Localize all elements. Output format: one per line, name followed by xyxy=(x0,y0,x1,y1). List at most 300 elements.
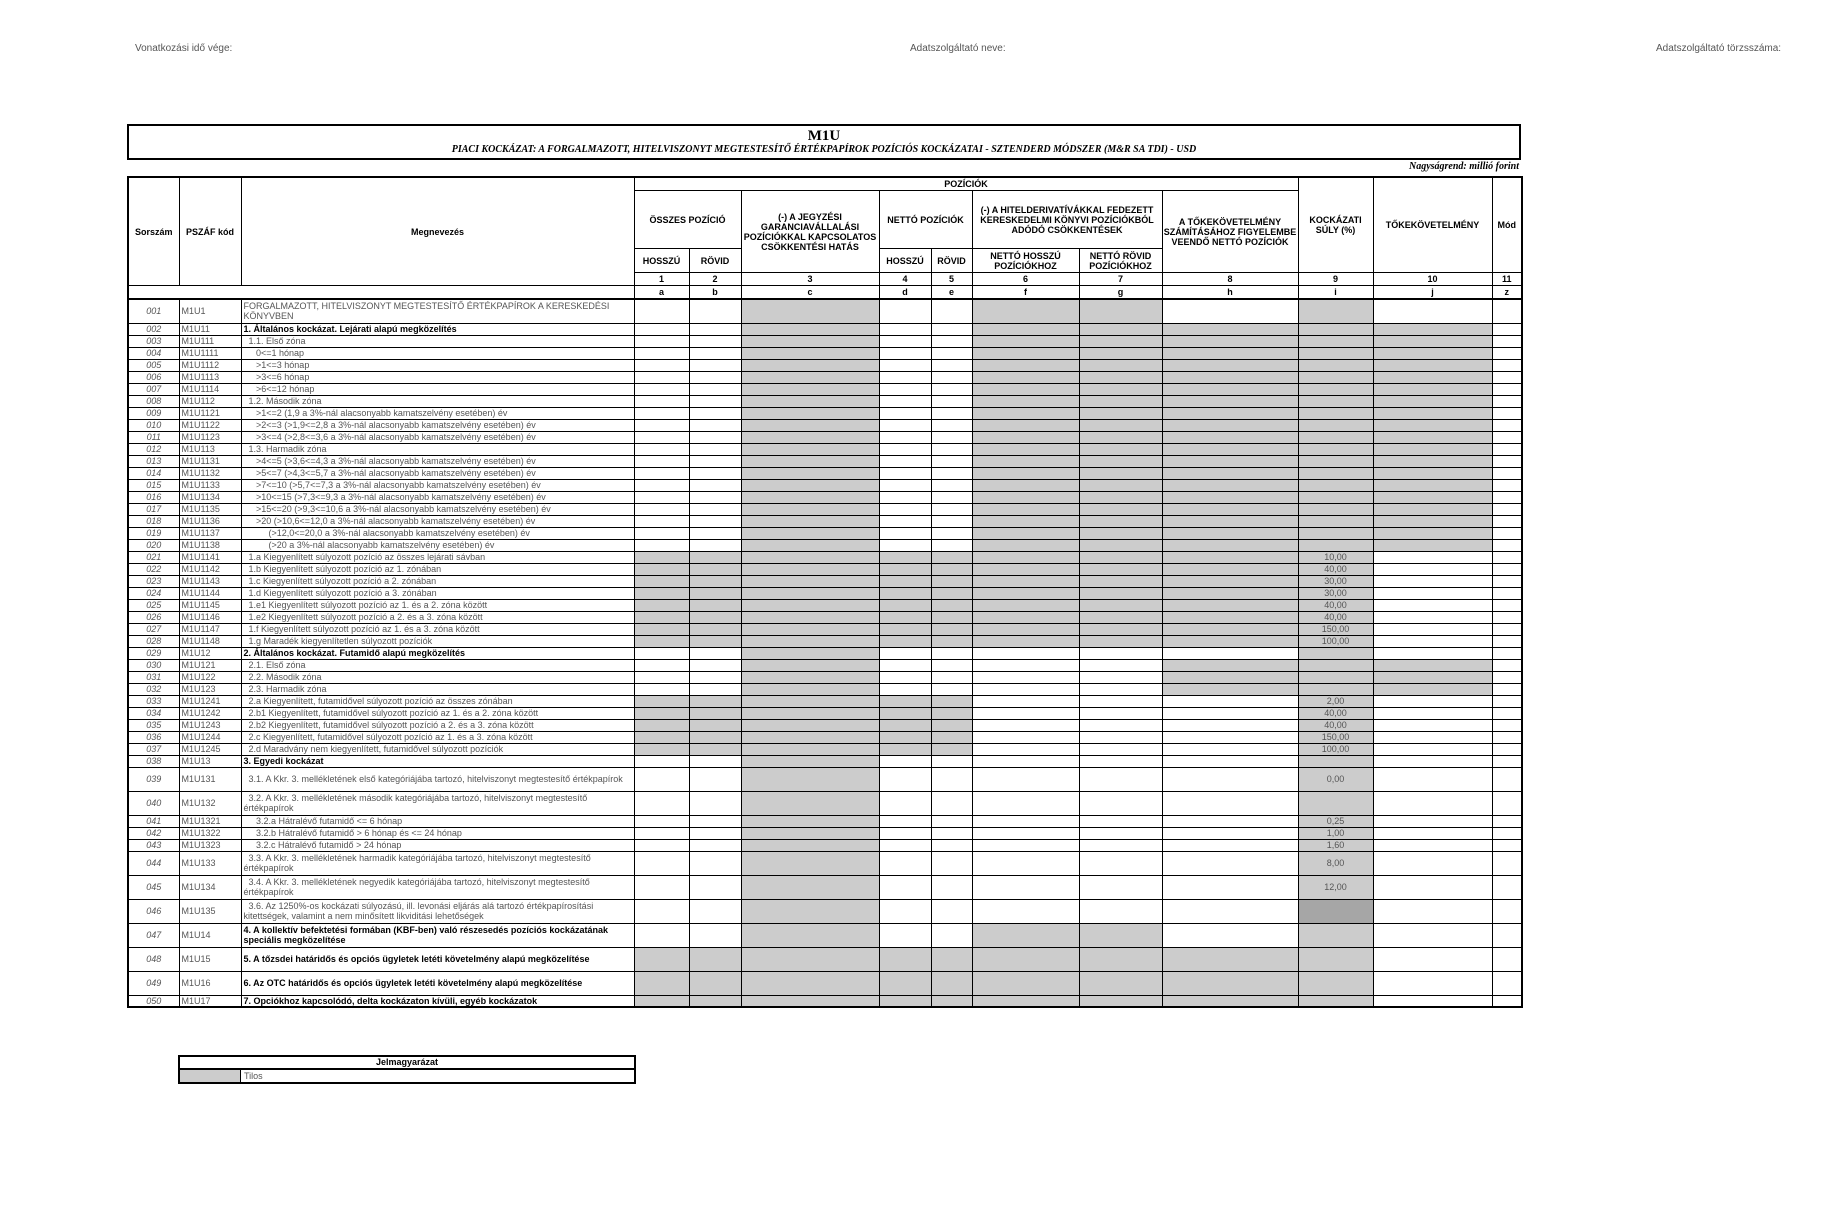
input-cell[interactable] xyxy=(879,323,931,335)
input-cell[interactable] xyxy=(634,827,689,839)
input-cell[interactable] xyxy=(634,503,689,515)
input-cell[interactable] xyxy=(931,299,972,323)
forbidden-cell xyxy=(741,467,879,479)
input-cell[interactable] xyxy=(931,875,972,899)
row-number: 004 xyxy=(128,347,179,359)
input-cell[interactable] xyxy=(1079,743,1162,755)
forbidden-cell xyxy=(1373,431,1492,443)
input-cell[interactable] xyxy=(1492,431,1522,443)
input-cell[interactable] xyxy=(1162,791,1298,815)
input-cell[interactable] xyxy=(879,791,931,815)
input-cell[interactable] xyxy=(931,407,972,419)
input-cell[interactable] xyxy=(1492,719,1522,731)
input-cell[interactable] xyxy=(634,527,689,539)
input-cell[interactable] xyxy=(1079,695,1162,707)
input-cell[interactable] xyxy=(931,419,972,431)
forbidden-cell xyxy=(689,611,741,623)
row-number: 023 xyxy=(128,575,179,587)
input-cell[interactable] xyxy=(1373,695,1492,707)
input-cell[interactable] xyxy=(1492,455,1522,467)
input-cell[interactable] xyxy=(1492,755,1522,767)
input-cell[interactable] xyxy=(634,515,689,527)
input-cell[interactable] xyxy=(634,347,689,359)
input-cell[interactable] xyxy=(931,371,972,383)
input-cell[interactable] xyxy=(931,503,972,515)
input-cell[interactable] xyxy=(689,515,741,527)
input-cell[interactable] xyxy=(879,923,931,947)
input-cell[interactable] xyxy=(1162,899,1298,923)
input-cell[interactable] xyxy=(1373,815,1492,827)
input-cell[interactable] xyxy=(1373,971,1492,995)
input-cell[interactable] xyxy=(972,719,1079,731)
input-cell[interactable] xyxy=(689,923,741,947)
input-cell[interactable] xyxy=(1373,827,1492,839)
input-cell[interactable] xyxy=(689,467,741,479)
input-cell[interactable] xyxy=(1373,875,1492,899)
input-cell[interactable] xyxy=(689,839,741,851)
input-cell[interactable] xyxy=(931,395,972,407)
input-cell[interactable] xyxy=(1492,443,1522,455)
input-cell[interactable] xyxy=(1492,947,1522,971)
input-cell[interactable] xyxy=(972,695,1079,707)
input-cell[interactable] xyxy=(879,419,931,431)
input-cell[interactable] xyxy=(879,443,931,455)
forbidden-cell xyxy=(741,551,879,563)
input-cell[interactable] xyxy=(1373,647,1492,659)
input-cell[interactable] xyxy=(689,503,741,515)
input-cell[interactable] xyxy=(879,827,931,839)
forbidden-cell xyxy=(1162,971,1298,995)
forbidden-cell xyxy=(1162,599,1298,611)
input-cell[interactable] xyxy=(931,647,972,659)
risk-weight-cell: 40,00 xyxy=(1298,599,1373,611)
input-cell[interactable] xyxy=(1492,407,1522,419)
input-cell[interactable] xyxy=(1492,743,1522,755)
input-cell[interactable] xyxy=(879,395,931,407)
input-cell[interactable] xyxy=(1162,767,1298,791)
input-cell[interactable] xyxy=(1492,695,1522,707)
input-cell[interactable] xyxy=(634,371,689,383)
input-cell[interactable] xyxy=(1373,599,1492,611)
input-cell[interactable] xyxy=(1373,587,1492,599)
input-cell[interactable] xyxy=(634,491,689,503)
input-cell[interactable] xyxy=(879,479,931,491)
input-cell[interactable] xyxy=(689,671,741,683)
input-cell[interactable] xyxy=(1079,839,1162,851)
input-cell[interactable] xyxy=(634,767,689,791)
input-cell[interactable] xyxy=(972,827,1079,839)
input-cell[interactable] xyxy=(972,839,1079,851)
input-cell[interactable] xyxy=(1492,647,1522,659)
input-cell[interactable] xyxy=(931,839,972,851)
input-cell[interactable] xyxy=(1162,299,1298,323)
input-cell[interactable] xyxy=(879,899,931,923)
input-cell[interactable] xyxy=(689,323,741,335)
input-cell[interactable] xyxy=(1492,359,1522,371)
input-cell[interactable] xyxy=(1373,623,1492,635)
input-cell[interactable] xyxy=(689,755,741,767)
input-cell[interactable] xyxy=(1079,767,1162,791)
input-cell[interactable] xyxy=(972,899,1079,923)
input-cell[interactable] xyxy=(1492,599,1522,611)
input-cell[interactable] xyxy=(931,851,972,875)
input-cell[interactable] xyxy=(1492,383,1522,395)
input-cell[interactable] xyxy=(689,851,741,875)
input-cell[interactable] xyxy=(972,671,1079,683)
input-cell[interactable] xyxy=(1162,923,1298,947)
input-cell[interactable] xyxy=(972,731,1079,743)
input-cell[interactable] xyxy=(931,479,972,491)
input-cell[interactable] xyxy=(972,659,1079,671)
input-cell[interactable] xyxy=(972,743,1079,755)
risk-weight-cell: 0,00 xyxy=(1298,767,1373,791)
input-cell[interactable] xyxy=(879,671,931,683)
input-cell[interactable] xyxy=(1162,839,1298,851)
input-cell[interactable] xyxy=(879,467,931,479)
input-cell[interactable] xyxy=(689,443,741,455)
input-cell[interactable] xyxy=(634,755,689,767)
input-cell[interactable] xyxy=(1079,827,1162,839)
input-cell[interactable] xyxy=(931,467,972,479)
input-cell[interactable] xyxy=(879,455,931,467)
input-cell[interactable] xyxy=(1162,731,1298,743)
input-cell[interactable] xyxy=(1492,815,1522,827)
input-cell[interactable] xyxy=(931,767,972,791)
input-cell[interactable] xyxy=(931,827,972,839)
input-cell[interactable] xyxy=(931,815,972,827)
input-cell[interactable] xyxy=(1492,791,1522,815)
row-label: 2.b2 Kiegyenlített, futamidővel súlyozott pozíció a 2. és a 3. zóna között xyxy=(241,719,634,731)
input-cell[interactable] xyxy=(972,647,1079,659)
input-cell[interactable] xyxy=(1492,623,1522,635)
forbidden-cell xyxy=(741,851,879,875)
input-cell[interactable] xyxy=(931,539,972,551)
input-cell[interactable] xyxy=(931,659,972,671)
input-cell[interactable] xyxy=(1373,575,1492,587)
input-cell[interactable] xyxy=(634,851,689,875)
input-cell[interactable] xyxy=(634,479,689,491)
input-cell[interactable] xyxy=(931,683,972,695)
row-number: 009 xyxy=(128,407,179,419)
input-cell[interactable] xyxy=(1373,707,1492,719)
input-cell[interactable] xyxy=(1492,491,1522,503)
input-cell[interactable] xyxy=(1492,635,1522,647)
input-cell[interactable] xyxy=(634,875,689,899)
input-cell[interactable] xyxy=(879,659,931,671)
input-cell[interactable] xyxy=(634,407,689,419)
input-cell[interactable] xyxy=(1492,851,1522,875)
input-cell[interactable] xyxy=(972,851,1079,875)
forbidden-cell xyxy=(634,587,689,599)
input-cell[interactable] xyxy=(1492,515,1522,527)
input-cell[interactable] xyxy=(1492,995,1522,1007)
input-cell[interactable] xyxy=(879,851,931,875)
input-cell[interactable] xyxy=(1079,683,1162,695)
input-cell[interactable] xyxy=(1492,611,1522,623)
input-cell[interactable] xyxy=(879,407,931,419)
input-cell[interactable] xyxy=(931,359,972,371)
input-cell[interactable] xyxy=(931,755,972,767)
input-cell[interactable] xyxy=(1162,851,1298,875)
input-cell[interactable] xyxy=(634,683,689,695)
input-cell[interactable] xyxy=(1492,395,1522,407)
input-cell[interactable] xyxy=(1079,791,1162,815)
row-label: 6. Az OTC határidős és opciós ügyletek letéti követelmény alapú megközelítése xyxy=(241,971,634,995)
input-cell[interactable] xyxy=(689,875,741,899)
input-cell[interactable] xyxy=(689,647,741,659)
input-cell[interactable] xyxy=(879,815,931,827)
input-cell[interactable] xyxy=(1162,647,1298,659)
input-cell[interactable] xyxy=(1492,923,1522,947)
input-cell[interactable] xyxy=(1492,767,1522,791)
input-cell[interactable] xyxy=(1373,611,1492,623)
input-cell[interactable] xyxy=(931,335,972,347)
input-cell[interactable] xyxy=(1373,947,1492,971)
input-cell[interactable] xyxy=(634,671,689,683)
input-cell[interactable] xyxy=(1492,707,1522,719)
input-cell[interactable] xyxy=(972,707,1079,719)
input-cell[interactable] xyxy=(1492,323,1522,335)
input-cell[interactable] xyxy=(1162,743,1298,755)
input-cell[interactable] xyxy=(1373,299,1492,323)
input-cell[interactable] xyxy=(931,515,972,527)
input-cell[interactable] xyxy=(1492,335,1522,347)
input-cell[interactable] xyxy=(1373,923,1492,947)
input-cell[interactable] xyxy=(634,815,689,827)
input-cell[interactable] xyxy=(1373,755,1492,767)
input-cell[interactable] xyxy=(1079,899,1162,923)
input-cell[interactable] xyxy=(879,431,931,443)
input-cell[interactable] xyxy=(1162,755,1298,767)
input-cell[interactable] xyxy=(689,815,741,827)
input-cell[interactable] xyxy=(689,479,741,491)
input-cell[interactable] xyxy=(689,383,741,395)
input-cell[interactable] xyxy=(1079,671,1162,683)
input-cell[interactable] xyxy=(931,791,972,815)
input-cell[interactable] xyxy=(634,659,689,671)
input-cell[interactable] xyxy=(1079,875,1162,899)
input-cell[interactable] xyxy=(1492,347,1522,359)
input-cell[interactable] xyxy=(1492,899,1522,923)
input-cell[interactable] xyxy=(1492,875,1522,899)
input-cell[interactable] xyxy=(634,335,689,347)
input-cell[interactable] xyxy=(1373,635,1492,647)
input-cell[interactable] xyxy=(1492,527,1522,539)
input-cell[interactable] xyxy=(1162,875,1298,899)
input-cell[interactable] xyxy=(879,647,931,659)
input-cell[interactable] xyxy=(634,539,689,551)
input-cell[interactable] xyxy=(879,755,931,767)
input-cell[interactable] xyxy=(972,767,1079,791)
input-cell[interactable] xyxy=(1373,719,1492,731)
input-cell[interactable] xyxy=(931,455,972,467)
input-cell[interactable] xyxy=(689,335,741,347)
input-cell[interactable] xyxy=(972,755,1079,767)
input-cell[interactable] xyxy=(1492,419,1522,431)
input-cell[interactable] xyxy=(931,323,972,335)
input-cell[interactable] xyxy=(1079,755,1162,767)
input-cell[interactable] xyxy=(1373,767,1492,791)
input-cell[interactable] xyxy=(879,515,931,527)
input-cell[interactable] xyxy=(1492,467,1522,479)
input-cell[interactable] xyxy=(1162,719,1298,731)
input-cell[interactable] xyxy=(879,359,931,371)
input-cell[interactable] xyxy=(689,491,741,503)
input-cell[interactable] xyxy=(689,791,741,815)
input-cell[interactable] xyxy=(689,359,741,371)
input-cell[interactable] xyxy=(689,899,741,923)
forbidden-cell xyxy=(972,551,1079,563)
input-cell[interactable] xyxy=(1162,827,1298,839)
input-cell[interactable] xyxy=(879,299,931,323)
table-row xyxy=(128,623,1522,635)
input-cell[interactable] xyxy=(879,503,931,515)
col-tokekov: TŐKEKÖVETELMÉNY xyxy=(1373,177,1492,273)
input-cell[interactable] xyxy=(879,527,931,539)
input-cell[interactable] xyxy=(931,671,972,683)
input-cell[interactable] xyxy=(931,491,972,503)
row-label: >7<=10 (>5,7<=7,3 a 3%-nál alacsonyabb kamatszelvény esetében) év xyxy=(241,479,634,491)
input-cell[interactable] xyxy=(1373,731,1492,743)
input-cell[interactable] xyxy=(931,923,972,947)
input-cell[interactable] xyxy=(1162,815,1298,827)
input-cell[interactable] xyxy=(634,791,689,815)
forbidden-cell xyxy=(741,623,879,635)
input-cell[interactable] xyxy=(1492,659,1522,671)
input-cell[interactable] xyxy=(1492,683,1522,695)
input-cell[interactable] xyxy=(1079,647,1162,659)
input-cell[interactable] xyxy=(1079,719,1162,731)
input-cell[interactable] xyxy=(634,467,689,479)
input-cell[interactable] xyxy=(879,371,931,383)
input-cell[interactable] xyxy=(931,347,972,359)
input-cell[interactable] xyxy=(879,347,931,359)
input-cell[interactable] xyxy=(879,839,931,851)
input-cell[interactable] xyxy=(1492,563,1522,575)
row-code: M1U134 xyxy=(179,875,241,899)
input-cell[interactable] xyxy=(689,419,741,431)
input-cell[interactable] xyxy=(1079,707,1162,719)
input-cell[interactable] xyxy=(634,923,689,947)
input-cell[interactable] xyxy=(972,683,1079,695)
input-cell[interactable] xyxy=(1492,479,1522,491)
input-cell[interactable] xyxy=(634,383,689,395)
forbidden-cell xyxy=(1162,383,1298,395)
input-cell[interactable] xyxy=(1373,743,1492,755)
input-cell[interactable] xyxy=(689,827,741,839)
input-cell[interactable] xyxy=(1373,995,1492,1007)
input-cell[interactable] xyxy=(931,527,972,539)
input-cell[interactable] xyxy=(1373,839,1492,851)
input-cell[interactable] xyxy=(972,791,1079,815)
input-cell[interactable] xyxy=(1492,503,1522,515)
input-cell[interactable] xyxy=(1492,539,1522,551)
input-cell[interactable] xyxy=(1079,815,1162,827)
input-cell[interactable] xyxy=(1373,851,1492,875)
input-cell[interactable] xyxy=(879,767,931,791)
input-cell[interactable] xyxy=(1373,563,1492,575)
forbidden-cell xyxy=(1162,623,1298,635)
row-label: 1.d Kiegyenlített súlyozott pozíció a 3. zónában xyxy=(241,587,634,599)
row-code: M1U1242 xyxy=(179,707,241,719)
input-cell[interactable] xyxy=(634,323,689,335)
row-code: M1U17 xyxy=(179,995,241,1007)
input-cell[interactable] xyxy=(1492,731,1522,743)
forbidden-cell xyxy=(1298,323,1373,335)
input-cell[interactable] xyxy=(689,299,741,323)
input-cell[interactable] xyxy=(1162,707,1298,719)
input-cell[interactable] xyxy=(1492,575,1522,587)
input-cell[interactable] xyxy=(689,431,741,443)
input-cell[interactable] xyxy=(1492,671,1522,683)
input-cell[interactable] xyxy=(879,383,931,395)
input-cell[interactable] xyxy=(689,767,741,791)
input-cell[interactable] xyxy=(972,815,1079,827)
input-cell[interactable] xyxy=(634,419,689,431)
input-cell[interactable] xyxy=(689,659,741,671)
row-label: >4<=5 (>3,6<=4,3 a 3%-nál alacsonyabb kamatszelvény esetében) év xyxy=(241,455,634,467)
input-cell[interactable] xyxy=(689,407,741,419)
input-cell[interactable] xyxy=(931,383,972,395)
input-cell[interactable] xyxy=(1492,839,1522,851)
input-cell[interactable] xyxy=(1373,791,1492,815)
input-cell[interactable] xyxy=(689,683,741,695)
input-cell[interactable] xyxy=(1162,695,1298,707)
input-cell[interactable] xyxy=(689,455,741,467)
input-cell[interactable] xyxy=(879,491,931,503)
input-cell[interactable] xyxy=(634,899,689,923)
input-cell[interactable] xyxy=(634,647,689,659)
input-cell[interactable] xyxy=(1492,827,1522,839)
input-cell[interactable] xyxy=(689,539,741,551)
input-cell[interactable] xyxy=(634,359,689,371)
input-cell[interactable] xyxy=(879,335,931,347)
input-cell[interactable] xyxy=(689,395,741,407)
input-cell[interactable] xyxy=(689,347,741,359)
input-cell[interactable] xyxy=(879,683,931,695)
table-row xyxy=(128,707,1522,719)
input-cell[interactable] xyxy=(879,539,931,551)
input-cell[interactable] xyxy=(689,527,741,539)
row-label: >10<=15 (>7,3<=9,3 a 3%-nál alacsonyabb kamatszelvény esetében) év xyxy=(241,491,634,503)
input-cell[interactable] xyxy=(634,839,689,851)
row-label: 2.d Maradvány nem kiegyenlített, futamidővel súlyozott pozíciók xyxy=(241,743,634,755)
input-cell[interactable] xyxy=(931,431,972,443)
input-cell[interactable] xyxy=(1492,551,1522,563)
input-cell[interactable] xyxy=(1492,299,1522,323)
input-cell[interactable] xyxy=(634,395,689,407)
input-cell[interactable] xyxy=(634,431,689,443)
input-cell[interactable] xyxy=(931,899,972,923)
input-cell[interactable] xyxy=(1492,587,1522,599)
input-cell[interactable] xyxy=(1373,899,1492,923)
input-cell[interactable] xyxy=(1079,659,1162,671)
input-cell[interactable] xyxy=(972,875,1079,899)
input-cell[interactable] xyxy=(1492,971,1522,995)
row-label: 2.1. Első zóna xyxy=(241,659,634,671)
forbidden-cell xyxy=(1162,395,1298,407)
input-cell[interactable] xyxy=(1373,551,1492,563)
input-cell[interactable] xyxy=(931,443,972,455)
input-cell[interactable] xyxy=(634,299,689,323)
input-cell[interactable] xyxy=(1079,731,1162,743)
input-cell[interactable] xyxy=(1079,851,1162,875)
input-cell[interactable] xyxy=(634,443,689,455)
input-cell[interactable] xyxy=(1492,371,1522,383)
input-cell[interactable] xyxy=(879,875,931,899)
input-cell[interactable] xyxy=(634,455,689,467)
input-cell[interactable] xyxy=(689,371,741,383)
